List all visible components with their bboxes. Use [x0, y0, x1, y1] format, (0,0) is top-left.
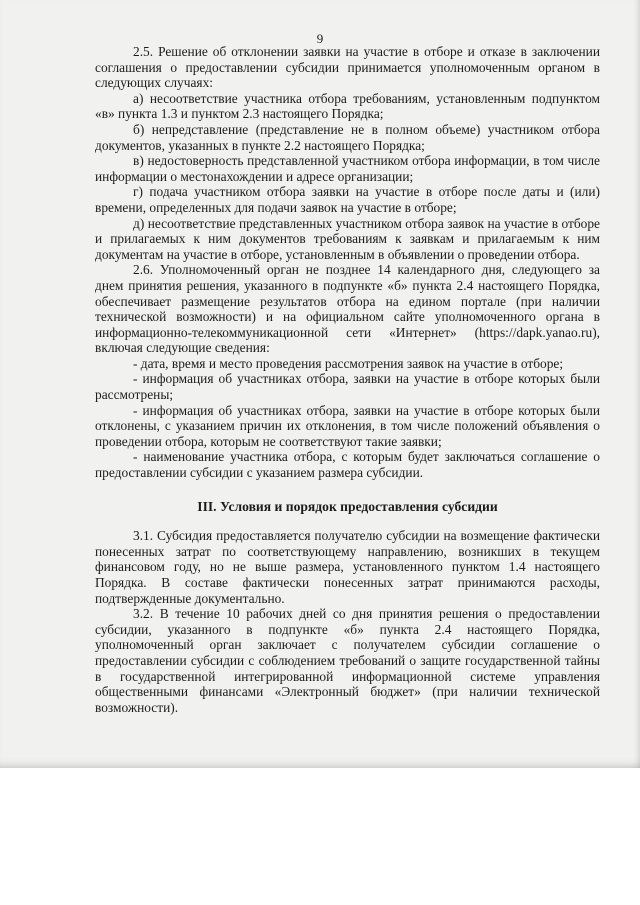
paragraph-2-5-b: б) непредставление (представление не в полном объеме) участником отбора документов, указанных в пункте 2.2 настоящего Порядка; — [95, 121, 600, 153]
document-body — [95, 44, 600, 715]
paragraph-2-5-g: г) подача участником отбора заявки на участие в отборе после даты и (или) времени, определенных для подачи заявок на участие в отборе; — [95, 184, 600, 215]
paragraph-2-5-d: д) несоответствие представленных участником отбора заявок на участие в отборе и прилагаемых к ним документов требованиям к заявкам и прилагаемым к ним документам на участие в отборе, установленным в объявлении о проведении отбора. — [95, 215, 600, 262]
paragraph-2-5: 2.5. Решение об отклонении заявки на участие в отборе и отказе в заключении соглашения о предоставлении субсидии принимается уполномоченным органом в следующих случаях: — [95, 44, 600, 91]
list-item-date-time-place: - дата, время и место проведения рассмотрения заявок на участие в отборе; — [133, 355, 564, 371]
paragraph-2-6: 2.6. Уполномоченный орган не позднее 14 календарного дня, следующего за днем принятия решения, указанного в подпункте «б» пункта 2.4 настоящего Порядка, обеспечивает размещение результатов отбора на едином портале (при наличии технической возможности) и на официальном сайте уполномоченного органа в информационно-телекоммуникационной сети «Интернет» (https://dapk.yanao.ru), включая следующие сведения: — [95, 262, 600, 356]
page-number: 9 — [316, 31, 324, 46]
list-item-rejected-participants: - информация об участниках отбора, заявки на участие в отборе которых были отклонены, с указанием причин их отклонения, в том числе положений объявления о проведении отбора, которым не соответствуют такие заявки; — [95, 402, 600, 449]
list-item-winner-participant: - наименование участника отбора, с которым будет заключаться соглашение о предоставлении субсидии с указанием размера субсидии. — [95, 449, 600, 481]
paragraph-2-5-a: а) несоответствие участника отбора требованиям, установленным подпунктом «в» пункта 1.3 и пунктом 2.3 настоящего Порядка; — [95, 90, 600, 122]
paragraph-3-1: 3.1. Субсидия предоставляется получателю субсидии на возмещение фактически понесенных затрат по соответствующему направлению, возникших в текущем финансовом году, но не выше размера, установленного пунктом 1.4 настоящего Порядка. В составе фактически понесенных затрат принимаются расходы, подтвержденные документально. — [95, 528, 600, 606]
paragraph-3-2: 3.2. В течение 10 рабочих дней со дня принятия решения о предоставлении субсидии, указанного в подпункте «б» пункта 2.4 настоящего Порядка, уполномоченный орган заключает с получателем субсидии соглашение о предоставлении субсидии с соблюдением требований о защите государственной тайны в государственной интегрированной информационной системе управления общественными финансами «Электронный бюджет» (при наличии технической возможности). — [95, 606, 600, 715]
paragraph-2-5-v: в) недостоверность представленной участником отбора информации, в том числе информации о местонахождении и адресе организации; — [95, 153, 600, 184]
section-3-heading: III. Условия и порядок предоставления субсидии — [197, 498, 498, 514]
list-item-considered-participants: - информация об участниках отбора, заявки на участие в отборе которых были рассмотрены; — [95, 371, 600, 403]
